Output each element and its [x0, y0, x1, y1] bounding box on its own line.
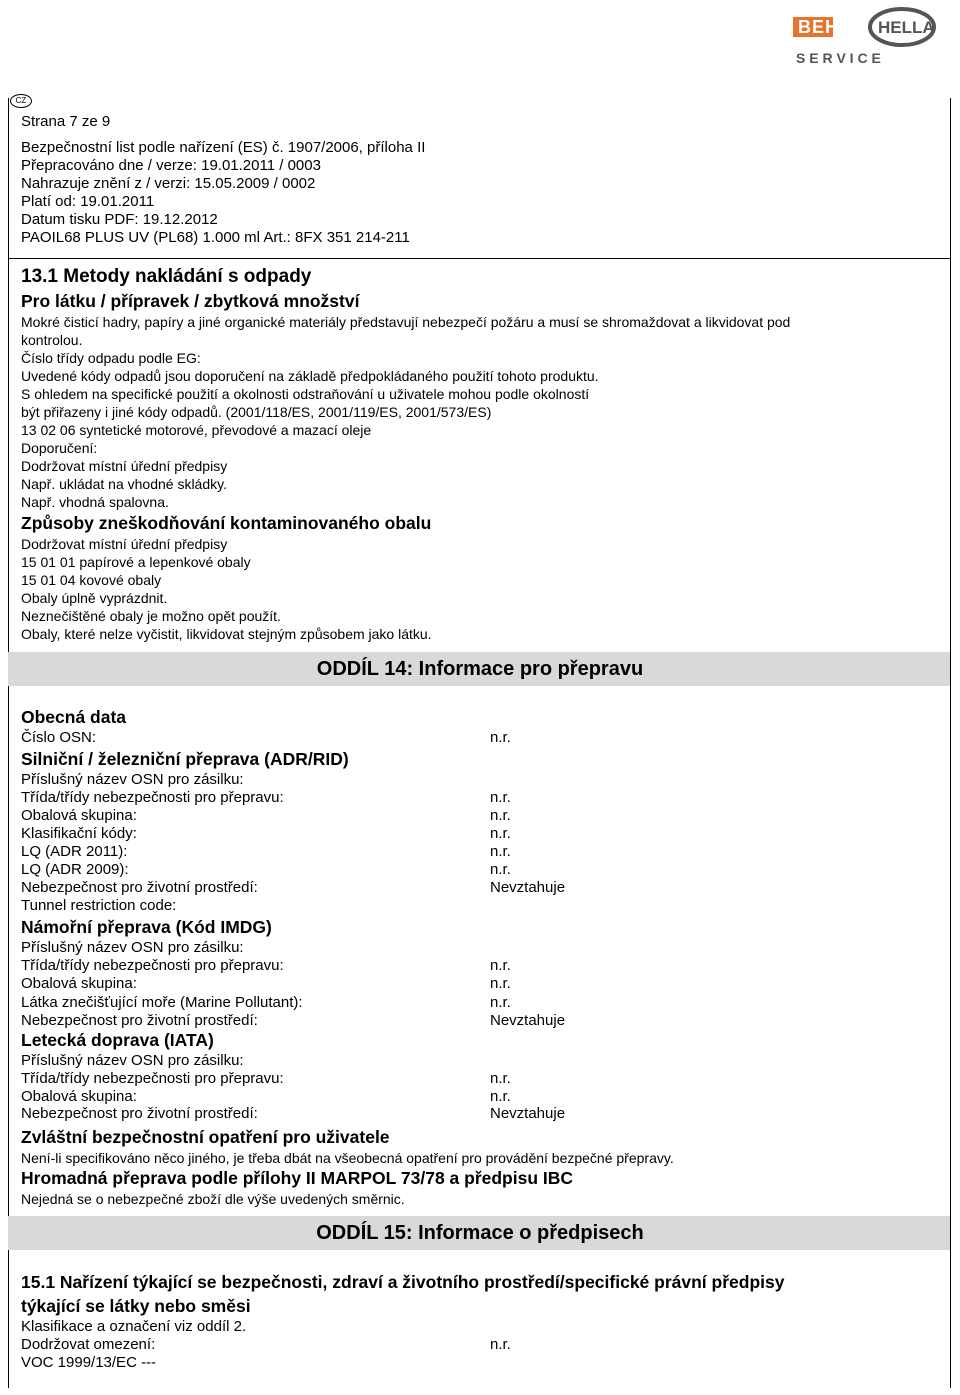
special-precautions-heading: Zvláštní bezpečnostní opatření pro uživatele: [21, 1127, 390, 1147]
transport-row-label: Obalová skupina:: [21, 975, 137, 993]
s13-text: S ohledem na specifické použití a okolnosti odstraňování u uživatele mohou podle okolností: [21, 386, 590, 402]
transport-row-label: Příslušný název OSN pro zásilku:: [21, 1052, 244, 1069]
revision-line: Přepracováno dne / verze: 19.01.2011 / 0003: [21, 157, 321, 174]
replaces-line: Nahrazuje znění z / verzi: 15.05.2009 / 0002: [21, 175, 316, 192]
transport-row-label: Nebezpečnost pro životní prostředí:: [21, 1105, 258, 1123]
transport-row-label: Obalová skupina:: [21, 807, 137, 824]
section-15-1-heading-cont: týkající se látky nebo směsi: [21, 1296, 251, 1316]
transport-row-label: Třída/třídy nebezpečnosti pro přepravu:: [21, 957, 284, 975]
bulk-transport-heading: Hromadná přeprava podle přílohy II MARPOL 73/78 a předpisu IBC: [21, 1168, 574, 1188]
transport-row-value: n.r.: [490, 825, 511, 842]
service-wordmark: S E R V I C E: [796, 50, 881, 66]
transport-row-value: n.r.: [490, 843, 511, 860]
general-data-heading: Obecná data: [21, 707, 127, 727]
transport-row-label: LQ (ADR 2009):: [21, 861, 129, 878]
transport-row-label: Tunnel restriction code:: [21, 897, 177, 914]
valid-from-line: Platí od: 19.01.2011: [21, 193, 155, 210]
section-15-1-heading: 15.1 Nařízení týkající se bezpečnosti, zdraví a životního prostředí/specifické právní předpisy: [21, 1272, 785, 1292]
bulk-transport-text: Nejedná se o nebezpečné zboží dle výše uvedených směrnic.: [21, 1191, 405, 1207]
regulation-line: Bezpečnostní list podle nařízení (ES) č. 1907/2006, příloha II: [21, 139, 426, 156]
s13-text: 15 01 04 kovové obaly: [21, 572, 162, 588]
transport-row-value: n.r.: [490, 861, 511, 878]
page-frame-right: [950, 98, 951, 1388]
sea-transport-heading: Námořní přeprava (Kód IMDG): [21, 917, 272, 937]
transport-row-value: n.r.: [490, 957, 511, 975]
s13-text: Dodržovat místní úřední předpisy: [21, 536, 228, 552]
country-badge-label: CZ: [15, 96, 27, 105]
classification-note: Klasifikace a označení viz oddíl 2.: [21, 1318, 247, 1335]
transport-row-value: Nevztahuje: [490, 879, 566, 896]
s13-text: být přiřazeny i jiné kódy odpadů. (2001/118/ES, 2001/119/ES, 2001/573/ES): [21, 404, 492, 420]
air-transport-heading: Letecká doprava (IATA): [21, 1030, 214, 1050]
transport-row-value: n.r.: [490, 1069, 511, 1087]
restrictions-label: Dodržovat omezení:: [21, 1336, 156, 1353]
road-transport-heading: Silniční / železniční přeprava (ADR/RID): [21, 749, 349, 769]
transport-row-label: Příslušný název OSN pro zásilku:: [21, 939, 244, 956]
s13-text: Mokré čisticí hadry, papíry a jiné organické materiály představují nebezpečí požáru a musí se shromaždovat a likvidovat pod: [21, 314, 791, 330]
transport-row-value: n.r.: [490, 789, 511, 806]
hella-wordmark: HELLA: [878, 18, 935, 37]
transport-row-label: Nebezpečnost pro životní prostředí:: [21, 1011, 258, 1029]
transport-row-label: Obalová skupina:: [21, 1087, 137, 1105]
transport-row-label: Nebezpečnost pro životní prostředí:: [21, 879, 258, 896]
restrictions-value: n.r.: [490, 1336, 511, 1353]
transport-row-label: LQ (ADR 2011):: [21, 843, 128, 860]
product-line: PAOIL68 PLUS UV (PL68) 1.000 ml Art.: 8FX 351 214-211: [21, 229, 410, 246]
page-number: Strana 7 ze 9: [21, 113, 111, 130]
section-13-subtitle: Pro látku / přípravek / zbytková množství: [21, 291, 360, 311]
special-precautions-text: Není-li specifikováno něco jiného, je třeba dbát na všeobecná opatření pro provádění bezpečné přepravy.: [21, 1150, 674, 1166]
transport-row-label: Třída/třídy nebezpečnosti pro přepravu:: [21, 789, 284, 806]
s13-text: Obaly úplně vyprázdnit.: [21, 590, 168, 606]
s13-text: Např. ukládat na vhodné skládky.: [21, 476, 227, 492]
un-number-value: n.r.: [490, 729, 511, 746]
country-badge: [10, 94, 32, 108]
transport-row-value: Nevztahuje: [490, 1011, 566, 1029]
transport-row-value: n.r.: [490, 975, 511, 993]
s13-text: Neznečištěné obaly je možno opět použít.: [21, 608, 281, 624]
transport-row-value: Nevztahuje: [490, 1105, 566, 1123]
s13-text: 15 01 01 papírové a lepenkové obaly: [21, 554, 251, 570]
s13-text: Obaly, které nelze vyčistit, likvidovat stejným způsobem jako látku.: [21, 626, 432, 642]
section-14-title: ODDÍL 14: Informace pro přepravu: [316, 658, 644, 680]
s13-text: 13 02 06 syntetické motorové, převodové a mazací oleje: [21, 422, 372, 438]
transport-row-value: n.r.: [490, 807, 511, 824]
transport-row-value: n.r.: [490, 1087, 511, 1105]
print-date-line: Datum tisku PDF: 19.12.2012: [21, 211, 218, 228]
s13-text: Dodržovat místní úřední předpisy: [21, 458, 228, 474]
transport-row-label: Látka znečišťující moře (Marine Pollutant):: [21, 993, 303, 1011]
s13-text: Uvedené kódy odpadů jsou doporučení na základě předpokládaného použití tohoto produktu.: [21, 368, 599, 384]
header-divider: [8, 258, 950, 259]
s13-text: Např. vhodná spalovna.: [21, 494, 169, 510]
transport-row-label: Třída/třídy nebezpečnosti pro přepravu:: [21, 1069, 284, 1087]
packaging-disposal-heading: Způsoby zneškodňování kontaminovaného obalu: [21, 513, 432, 533]
transport-row-label: Příslušný název OSN pro zásilku:: [21, 771, 244, 788]
un-number-label: Číslo OSN:: [21, 729, 97, 746]
transport-row-label: Klasifikační kódy:: [21, 825, 137, 842]
section-15-title: ODDÍL 15: Informace o předpisech: [316, 1222, 644, 1244]
page-frame-left: [8, 98, 9, 1388]
s13-text: kontrolou.: [21, 332, 83, 348]
behr-hella-logo: [790, 6, 940, 68]
section-13-title: 13.1 Metody nakládání s odpady: [21, 266, 312, 287]
behr-wordmark: BEHR: [798, 17, 854, 37]
transport-row-value: n.r.: [490, 993, 511, 1011]
voc-line: VOC 1999/13/EC ---: [21, 1354, 157, 1371]
s13-text: Doporučení:: [21, 440, 98, 456]
s13-text: Číslo třídy odpadu podle EG:: [21, 350, 201, 366]
